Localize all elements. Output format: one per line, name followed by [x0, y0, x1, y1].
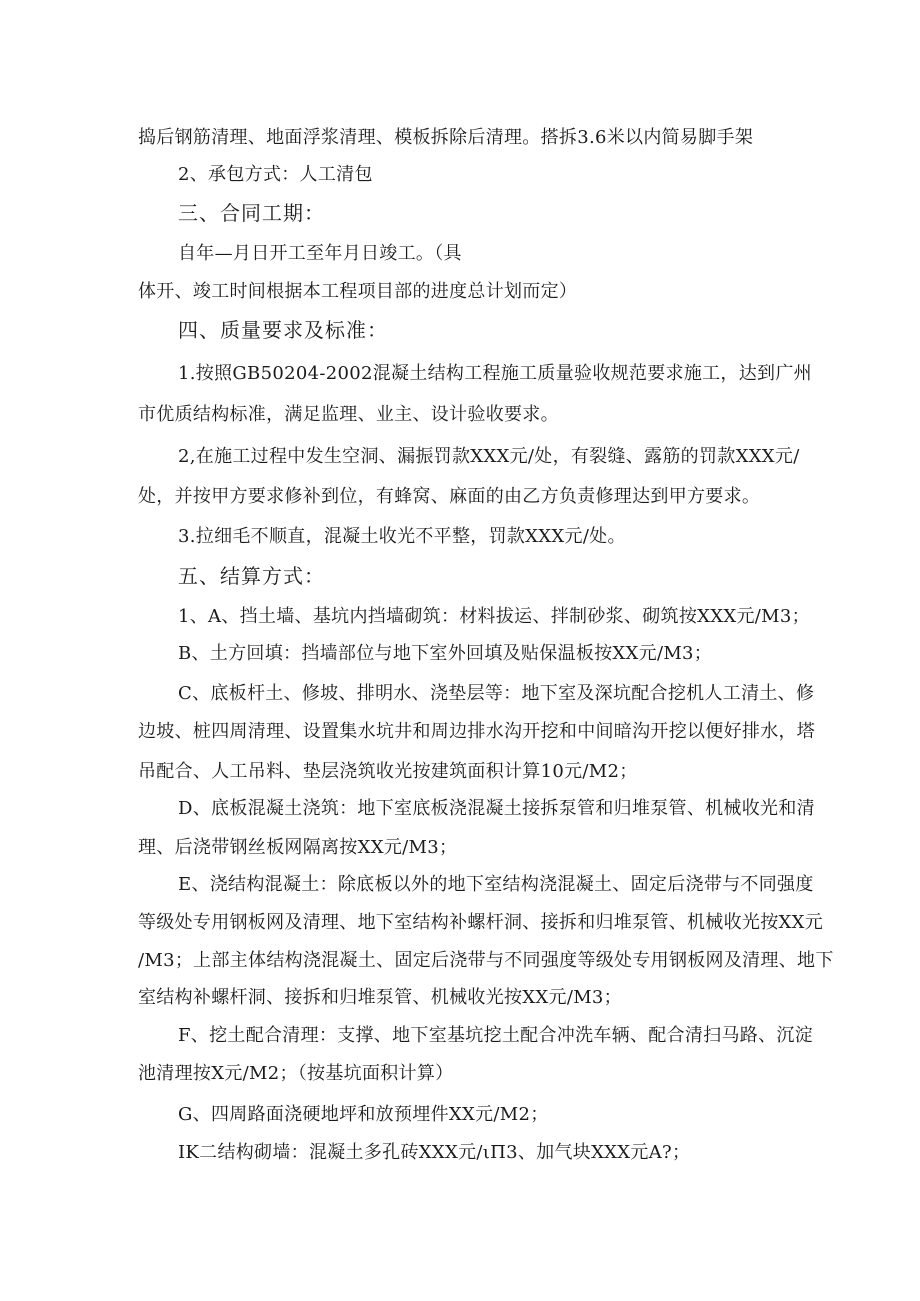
text-line-20: E、浇结构混凝土：除底板以外的地下室结构浇混凝土、固定后浇带与不同强度	[178, 874, 814, 895]
text-line-5: 体开、竣工时间根据本工程项目部的进度总计划而定）	[138, 281, 578, 302]
text-line-23: 室结构补螺杆洞、接拆和归堆泵管、机械收光按XX元/M3；	[138, 987, 622, 1008]
text-line-7: 1.按照GB50204-2002混凝土结构工程施工质量验收规范要求施工，达到广州	[178, 363, 812, 384]
text-line-8: 市优质结构标准，满足监理、业主、设计验收要求。	[138, 404, 559, 425]
text-line-14: B、土方回填：挡墙部位与地下室外回填及贴保温板按XX元/M3；	[178, 643, 713, 664]
text-line-19: 理、后浇带钢丝板网隔离按XX元/M3；	[138, 837, 458, 858]
section-heading-4: 四、质量要求及标准：	[178, 318, 388, 342]
section-heading-5: 五、结算方式：	[178, 564, 325, 588]
text-line-27: IK二结构砌墙：混凝土多孔砖XXX元/ιΠ3、加气块XXX元A?；	[178, 1142, 691, 1163]
text-line-9: 2,在施工过程中发生空洞、漏振罚款XXX元/处，有裂缝、露筋的罚款XXX元/	[178, 446, 800, 467]
text-line-11: 3.拉细毛不顺直，混凝土收光不平整，罚款XXX元/处。	[178, 526, 626, 547]
text-line-1: 捣后钢筋清理、地面浮浆清理、模板拆除后清理。搭拆3.6米以内简易脚手架	[138, 127, 754, 148]
text-line-17: 吊配合、人工吊料、垫层浇筑收光按建筑面积计算10元/M2；	[138, 761, 638, 782]
text-line-10: 处，并按甲方要求修补到位，有蜂窝、麻面的由乙方负责修理达到甲方要求。	[138, 486, 761, 507]
text-line-18: D、底板混凝土浇筑：地下室底板浇混凝土接拆泵管和归堆泵管、机械收光和清	[178, 798, 815, 819]
text-line-26: G、四周路面浇硬地坪和放预埋件XX元/M2；	[178, 1104, 549, 1125]
section-heading-3: 三、合同工期：	[178, 201, 325, 225]
text-line-15: C、底板杆土、修坡、排明水、浇垫层等：地下室及深坑配合挖机人工清土、修	[178, 683, 815, 704]
text-line-21: 等级处专用钢板网及清理、地下室结构补螺杆洞、接拆和归堆泵管、机械收光按XX元	[138, 912, 824, 933]
text-line-2: 2、承包方式：人工清包	[178, 164, 373, 185]
text-line-25: 池清理按X元/M2；（按基坑面积计算）	[138, 1063, 454, 1084]
text-line-24: F、挖土配合清理：支撑、地下室基坑挖土配合冲洗车辆、配合清扫马路、沉淀	[178, 1025, 813, 1046]
text-line-13: 1、A、挡土墙、基坑内挡墙砌筑：材料拔运、拌制砂浆、砌筑按XXX元/M3；	[178, 606, 810, 627]
text-line-16: 边坡、桩四周清理、设置集水坑井和周边排水沟开挖和中间暗沟开挖以便好排水，塔	[138, 721, 816, 742]
text-line-4: 自年—月日开工至年月日竣工。（具	[178, 243, 462, 264]
text-line-22: /M3；上部主体结构浇混凝土、固定后浇带与不同强度等级处专用钢板网及清理、地下	[138, 950, 834, 971]
